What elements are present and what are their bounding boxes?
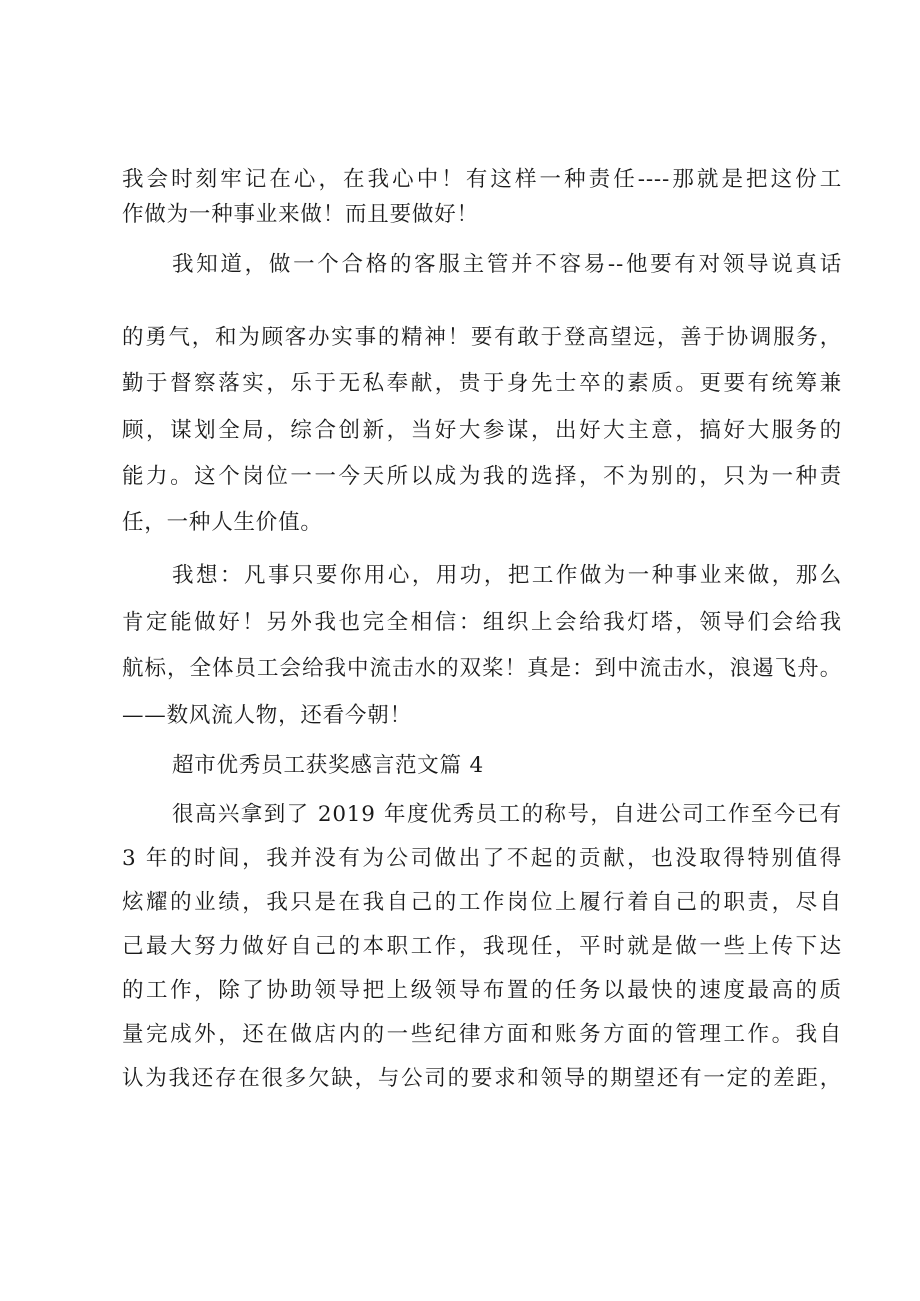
body-text-line: 炫耀的业绩，我只是在我自己的工作岗位上履行着自己的职责，尽自 (122, 890, 842, 915)
body-text-line: 航标，全体员工会给我中流击水的双桨！真是：到中流击水，浪遏飞舟。 (122, 656, 842, 681)
section-heading: 超市优秀员工获奖感言范文篇 4 (172, 753, 485, 778)
body-text-line: 的工作，除了协助领导把上级领导布置的任务以最快的速度最高的质 (122, 978, 842, 1003)
body-text-line: 3 年的时间，我并没有为公司做出了不起的贡献，也没取得特别值得 (122, 846, 842, 871)
body-text-line: 作做为一种事业来做！而且要做好！ (122, 202, 479, 227)
body-text-line: 任，一种人生价值。 (122, 510, 323, 535)
body-text-line: 己最大努力做好自己的本职工作，我现任，平时就是做一些上传下达 (122, 934, 842, 959)
body-text-line: 肯定能做好！另外我也完全相信：组织上会给我灯塔，领导们会给我 (122, 610, 842, 635)
body-text-line: ——数风流人物，还看今朝！ (122, 703, 412, 728)
body-text-line: 我想：凡事只要你用心，用功，把工作做为一种事业来做，那么 (172, 563, 842, 588)
body-text-line: 勤于督察落实，乐于无私奉献，贵于身先士卒的素质。更要有统筹兼 (122, 371, 842, 396)
body-text-line: 能力。这个岗位一一今天所以成为我的选择，不为别的，只为一种责 (122, 464, 842, 489)
body-text-line: 的勇气，和为顾客办实事的精神！要有敢于登高望远，善于协调服务， (122, 325, 842, 350)
body-text-line: 顾，谋划全局，综合创新，当好大参谋，出好大主意，搞好大服务的 (122, 418, 842, 443)
body-text-line: 认为我还存在很多欠缺，与公司的要求和领导的期望还有一定的差距， (122, 1066, 842, 1091)
body-text-line: 很高兴拿到了 2019 年度优秀员工的称号，自进公司工作至今已有 (172, 802, 842, 827)
body-text-line: 我知道，做一个合格的客服主管并不容易--他要有对领导说真话 (172, 252, 842, 277)
body-text-line: 我会时刻牢记在心，在我心中！有这样一种责任----那就是把这份工 (122, 167, 842, 192)
body-text-line: 量完成外，还在做店内的一些纪律方面和账务方面的管理工作。我自 (122, 1022, 842, 1047)
